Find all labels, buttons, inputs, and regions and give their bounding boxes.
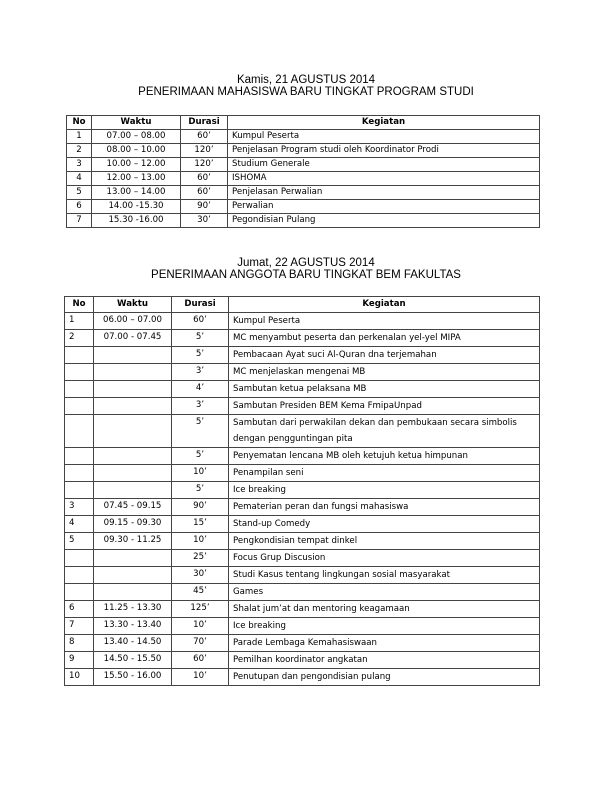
cell-kegiatan: Kumpul Peserta bbox=[229, 313, 540, 330]
cell-kegiatan: Pegondisian Pulang bbox=[228, 214, 540, 228]
cell-kegiatan: Penampilan seni bbox=[229, 465, 540, 482]
table-row bbox=[65, 567, 540, 584]
cell-no: 5 bbox=[67, 186, 92, 200]
cell-no: 7 bbox=[67, 214, 92, 228]
cell-durasi: 10’ bbox=[172, 669, 229, 686]
table-row bbox=[67, 158, 540, 172]
table-header-row bbox=[67, 116, 540, 130]
cell-kegiatan: Penjelasan Program studi oleh Koordinator Prodi bbox=[228, 144, 540, 158]
table-row bbox=[65, 635, 540, 652]
cell-waktu bbox=[94, 567, 172, 584]
header-durasi: Durasi bbox=[181, 116, 228, 130]
header-kegiatan: Kegiatan bbox=[228, 116, 540, 130]
table-row bbox=[67, 172, 540, 186]
cell-durasi: 120’ bbox=[181, 144, 228, 158]
cell-no: 1 bbox=[65, 313, 94, 330]
table-row bbox=[65, 533, 540, 550]
day1-schedule-table bbox=[66, 115, 540, 228]
cell-kegiatan: Penyematan lencana MB oleh ketujuh ketua himpunan bbox=[229, 448, 540, 465]
cell-durasi: 3’ bbox=[172, 364, 229, 381]
header-kegiatan: Kegiatan bbox=[229, 297, 540, 313]
cell-durasi: 125’ bbox=[172, 601, 229, 618]
cell-kegiatan: MC menjelaskan mengenai MB bbox=[229, 364, 540, 381]
day2-schedule-table bbox=[64, 296, 540, 686]
cell-durasi: 120’ bbox=[181, 158, 228, 172]
cell-durasi: 5’ bbox=[172, 347, 229, 364]
cell-no bbox=[65, 550, 94, 567]
table-row bbox=[65, 330, 540, 347]
cell-waktu: 09.15 - 09.30 bbox=[94, 516, 172, 533]
cell-durasi: 5’ bbox=[172, 482, 229, 499]
cell-waktu bbox=[94, 398, 172, 415]
cell-waktu: 15.30 -16.00 bbox=[92, 214, 181, 228]
table-row bbox=[65, 669, 540, 686]
cell-kegiatan: Focus Grup Discusion bbox=[229, 550, 540, 567]
cell-kegiatan: Sambutan dari perwakilan dekan dan pembukaan secara simbolis dengan pengguntingan pita bbox=[229, 415, 540, 448]
cell-kegiatan: ISHOMA bbox=[228, 172, 540, 186]
cell-no: 9 bbox=[65, 652, 94, 669]
cell-kegiatan: Penjelasan Perwalian bbox=[228, 186, 540, 200]
cell-durasi: 30’ bbox=[172, 567, 229, 584]
table-header-row bbox=[65, 297, 540, 313]
cell-no bbox=[65, 567, 94, 584]
cell-no: 4 bbox=[67, 172, 92, 186]
cell-waktu: 11.25 - 13.30 bbox=[94, 601, 172, 618]
cell-kegiatan: Pematerian peran dan fungsi mahasiswa bbox=[229, 499, 540, 516]
cell-no bbox=[65, 584, 94, 601]
cell-durasi: 60’ bbox=[181, 130, 228, 144]
cell-waktu: 14.00 -15.30 bbox=[92, 200, 181, 214]
cell-no bbox=[65, 364, 94, 381]
cell-waktu bbox=[94, 347, 172, 364]
cell-kegiatan: Pembacaan Ayat suci Al-Quran dna terjemahan bbox=[229, 347, 540, 364]
day2-title: PENERIMAAN ANGGOTA BARU TINGKAT BEM FAKULTAS bbox=[151, 269, 461, 281]
table-row bbox=[65, 381, 540, 398]
cell-kegiatan: Penutupan dan pengondisian pulang bbox=[229, 669, 540, 686]
day1-date: Kamis, 21 AGUSTUS 2014 bbox=[236, 74, 376, 86]
cell-kegiatan: Ice breaking bbox=[229, 618, 540, 635]
cell-durasi: 60’ bbox=[172, 313, 229, 330]
cell-no: 4 bbox=[65, 516, 94, 533]
table-row bbox=[65, 465, 540, 482]
cell-waktu bbox=[94, 381, 172, 398]
cell-waktu bbox=[94, 465, 172, 482]
cell-durasi: 45’ bbox=[172, 584, 229, 601]
cell-waktu: 13.30 - 13.40 bbox=[94, 618, 172, 635]
cell-kegiatan: Sambutan ketua pelaksana MB bbox=[229, 381, 540, 398]
cell-waktu bbox=[94, 550, 172, 567]
cell-waktu bbox=[94, 364, 172, 381]
cell-durasi: 90’ bbox=[181, 200, 228, 214]
cell-waktu: 13.40 - 14.50 bbox=[94, 635, 172, 652]
day2-date: Jumat, 22 AGUSTUS 2014 bbox=[237, 257, 375, 269]
cell-durasi: 4’ bbox=[172, 381, 229, 398]
cell-no bbox=[65, 448, 94, 465]
cell-no bbox=[65, 465, 94, 482]
cell-durasi: 5’ bbox=[172, 330, 229, 347]
cell-no bbox=[65, 482, 94, 499]
cell-durasi: 60’ bbox=[181, 186, 228, 200]
cell-kegiatan: Ice breaking bbox=[229, 482, 540, 499]
cell-no: 6 bbox=[65, 601, 94, 618]
cell-waktu: 14.50 - 15.50 bbox=[94, 652, 172, 669]
cell-kegiatan: Studium Generale bbox=[228, 158, 540, 172]
cell-durasi: 70’ bbox=[172, 635, 229, 652]
cell-no: 3 bbox=[65, 499, 94, 516]
cell-waktu bbox=[94, 584, 172, 601]
cell-waktu: 07.00 – 08.00 bbox=[92, 130, 181, 144]
cell-waktu bbox=[94, 415, 172, 448]
cell-waktu: 09.30 - 11.25 bbox=[94, 533, 172, 550]
cell-no: 3 bbox=[67, 158, 92, 172]
table-row bbox=[65, 601, 540, 618]
cell-kegiatan: Pemilhan koordinator angkatan bbox=[229, 652, 540, 669]
cell-no: 1 bbox=[67, 130, 92, 144]
table-row bbox=[67, 144, 540, 158]
cell-no: 2 bbox=[67, 144, 92, 158]
cell-kegiatan: Kumpul Peserta bbox=[228, 130, 540, 144]
cell-no bbox=[65, 381, 94, 398]
table-row bbox=[65, 364, 540, 381]
table-row bbox=[65, 652, 540, 669]
cell-durasi: 30’ bbox=[181, 214, 228, 228]
cell-waktu: 12.00 – 13.00 bbox=[92, 172, 181, 186]
cell-no: 2 bbox=[65, 330, 94, 347]
cell-no bbox=[65, 415, 94, 448]
cell-waktu: 07.00 - 07.45 bbox=[94, 330, 172, 347]
cell-waktu: 07.45 - 09.15 bbox=[94, 499, 172, 516]
table-row bbox=[65, 584, 540, 601]
cell-durasi: 3’ bbox=[172, 398, 229, 415]
cell-no bbox=[65, 347, 94, 364]
cell-kegiatan: MC menyambut peserta dan perkenalan yel-yel MIPA bbox=[229, 330, 540, 347]
table-row bbox=[65, 415, 540, 448]
cell-no: 5 bbox=[65, 533, 94, 550]
cell-waktu: 10.00 – 12.00 bbox=[92, 158, 181, 172]
cell-no: 6 bbox=[67, 200, 92, 214]
table-row bbox=[67, 214, 540, 228]
cell-no: 8 bbox=[65, 635, 94, 652]
table-row bbox=[65, 499, 540, 516]
cell-waktu: 08.00 – 10.00 bbox=[92, 144, 181, 158]
table-row bbox=[65, 482, 540, 499]
table-row bbox=[65, 516, 540, 533]
cell-waktu: 06.00 – 07.00 bbox=[94, 313, 172, 330]
cell-durasi: 15’ bbox=[172, 516, 229, 533]
cell-no: 7 bbox=[65, 618, 94, 635]
cell-kegiatan: Parade Lembaga Kemahasiswaan bbox=[229, 635, 540, 652]
header-no: No bbox=[67, 116, 92, 130]
cell-kegiatan: Games bbox=[229, 584, 540, 601]
cell-no bbox=[65, 398, 94, 415]
cell-durasi: 10’ bbox=[172, 618, 229, 635]
cell-waktu bbox=[94, 448, 172, 465]
cell-durasi: 90’ bbox=[172, 499, 229, 516]
cell-waktu: 13.00 – 14.00 bbox=[92, 186, 181, 200]
table-row bbox=[65, 550, 540, 567]
table-row bbox=[65, 313, 540, 330]
header-waktu: Waktu bbox=[92, 116, 181, 130]
table-row bbox=[67, 186, 540, 200]
table-row bbox=[65, 347, 540, 364]
header-waktu: Waktu bbox=[94, 297, 172, 313]
cell-kegiatan: Perwalian bbox=[228, 200, 540, 214]
cell-waktu: 15.50 - 16.00 bbox=[94, 669, 172, 686]
cell-durasi: 25’ bbox=[172, 550, 229, 567]
cell-kegiatan: Sambutan Presiden BEM Kema FmipaUnpad bbox=[229, 398, 540, 415]
cell-kegiatan: Stand-up Comedy bbox=[229, 516, 540, 533]
cell-kegiatan: Shalat jum’at dan mentoring keagamaan bbox=[229, 601, 540, 618]
cell-durasi: 5’ bbox=[172, 415, 229, 448]
day1-title: PENERIMAAN MAHASISWA BARU TINGKAT PROGRAM STUDI bbox=[138, 86, 474, 98]
cell-durasi: 10’ bbox=[172, 465, 229, 482]
header-durasi: Durasi bbox=[172, 297, 229, 313]
cell-kegiatan: Pengkondisian tempat dinkel bbox=[229, 533, 540, 550]
table-row bbox=[65, 618, 540, 635]
cell-no: 10 bbox=[65, 669, 94, 686]
cell-durasi: 5’ bbox=[172, 448, 229, 465]
header-no: No bbox=[65, 297, 94, 313]
table-row bbox=[65, 448, 540, 465]
cell-durasi: 60’ bbox=[181, 172, 228, 186]
cell-waktu bbox=[94, 482, 172, 499]
cell-kegiatan: Studi Kasus tentang lingkungan sosial masyarakat bbox=[229, 567, 540, 584]
cell-durasi: 60’ bbox=[172, 652, 229, 669]
cell-durasi: 10’ bbox=[172, 533, 229, 550]
table-row bbox=[67, 200, 540, 214]
table-row bbox=[65, 398, 540, 415]
table-row bbox=[67, 130, 540, 144]
